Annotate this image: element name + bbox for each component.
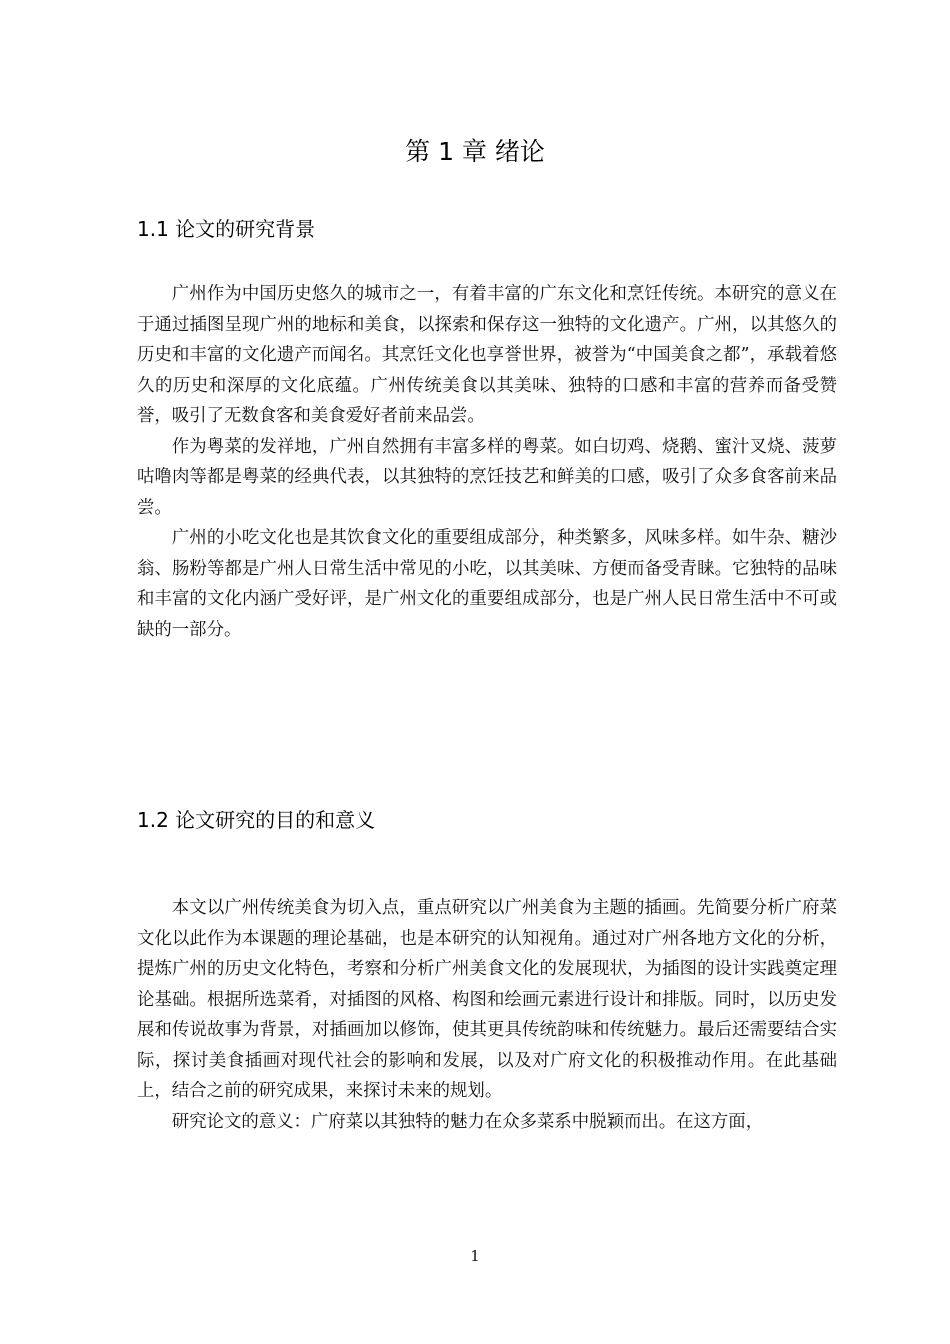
paragraph: 本文以广州传统美食为切入点，重点研究以广州美食为主题的插画。先简要分析广府菜文化以此作为本课题的理论基础，也是本研究的认知视角。通过对广州各地方文化的分析，提炼广州的历史文化特色，考察和分析广州美食文化的发展现状，为插图的设计实践奠定理论基础。根据所选菜肴，对插图的风格、构图和绘画元素进行设计和排版。同时，以历史发展和传说故事为背景，对插画加以修饰，使其更具传统韵味和传统魅力。最后还需要结合实际，探讨美食插画对现代社会的影响和发展，以及对广府文化的积极推动作用。在此基础上，结合之前的研究成果，来探讨未来的规划。	[137, 898, 837, 1101]
paragraph: 研究论文的意义：广府菜以其独特的魅力在众多菜系中脱颖而出。在这方面，	[171, 1111, 764, 1132]
paragraph: 广州作为中国历史悠久的城市之一，有着丰富的广东文化和烹饪传统。本研究的意义在于通过插图呈现广州的地标和美食，以探索和保存这一独特的文化遗产。广州，以其悠久的历史和丰富的文化遗产而闻名。其烹饪文化也享誉世界，被誉为“中国美食之都”，承载着悠久的历史和深厚的文化底蕴。广州传统美食以其美味、独特的口感和丰富的营养而备受赞誉，吸引了无数食客和美食爱好者前来品尝。	[137, 284, 837, 426]
chapter-title: 第 1 章 绪论	[405, 137, 545, 166]
section-body-1-2	[137, 893, 837, 1137]
section-heading-1-2: 1.2 论文研究的目的和意义	[137, 808, 376, 832]
section-heading-1-1: 1.1 论文的研究背景	[137, 217, 316, 241]
paragraph: 广州的小吃文化也是其饮食文化的重要组成部分，种类繁多，风味多样。如牛杂、糖沙翁、肠粉等都是广州人日常生活中常见的小吃，以其美味、方便而备受青睐。它独特的品味和丰富的文化内涵广受好评，是广州文化的重要组成部分，也是广州人民日常生活中不可或缺的一部分。	[137, 528, 837, 640]
page-number: 1	[470, 1247, 480, 1265]
paragraph: 作为粤菜的发祥地，广州自然拥有丰富多样的粤菜。如白切鸡、烧鹅、蜜汁叉烧、菠萝咕噜肉等都是粤菜的经典代表，以其独特的烹饪技艺和鲜美的口感，吸引了众多食客前来品尝。	[137, 436, 837, 518]
section-body-1-1	[137, 279, 837, 645]
